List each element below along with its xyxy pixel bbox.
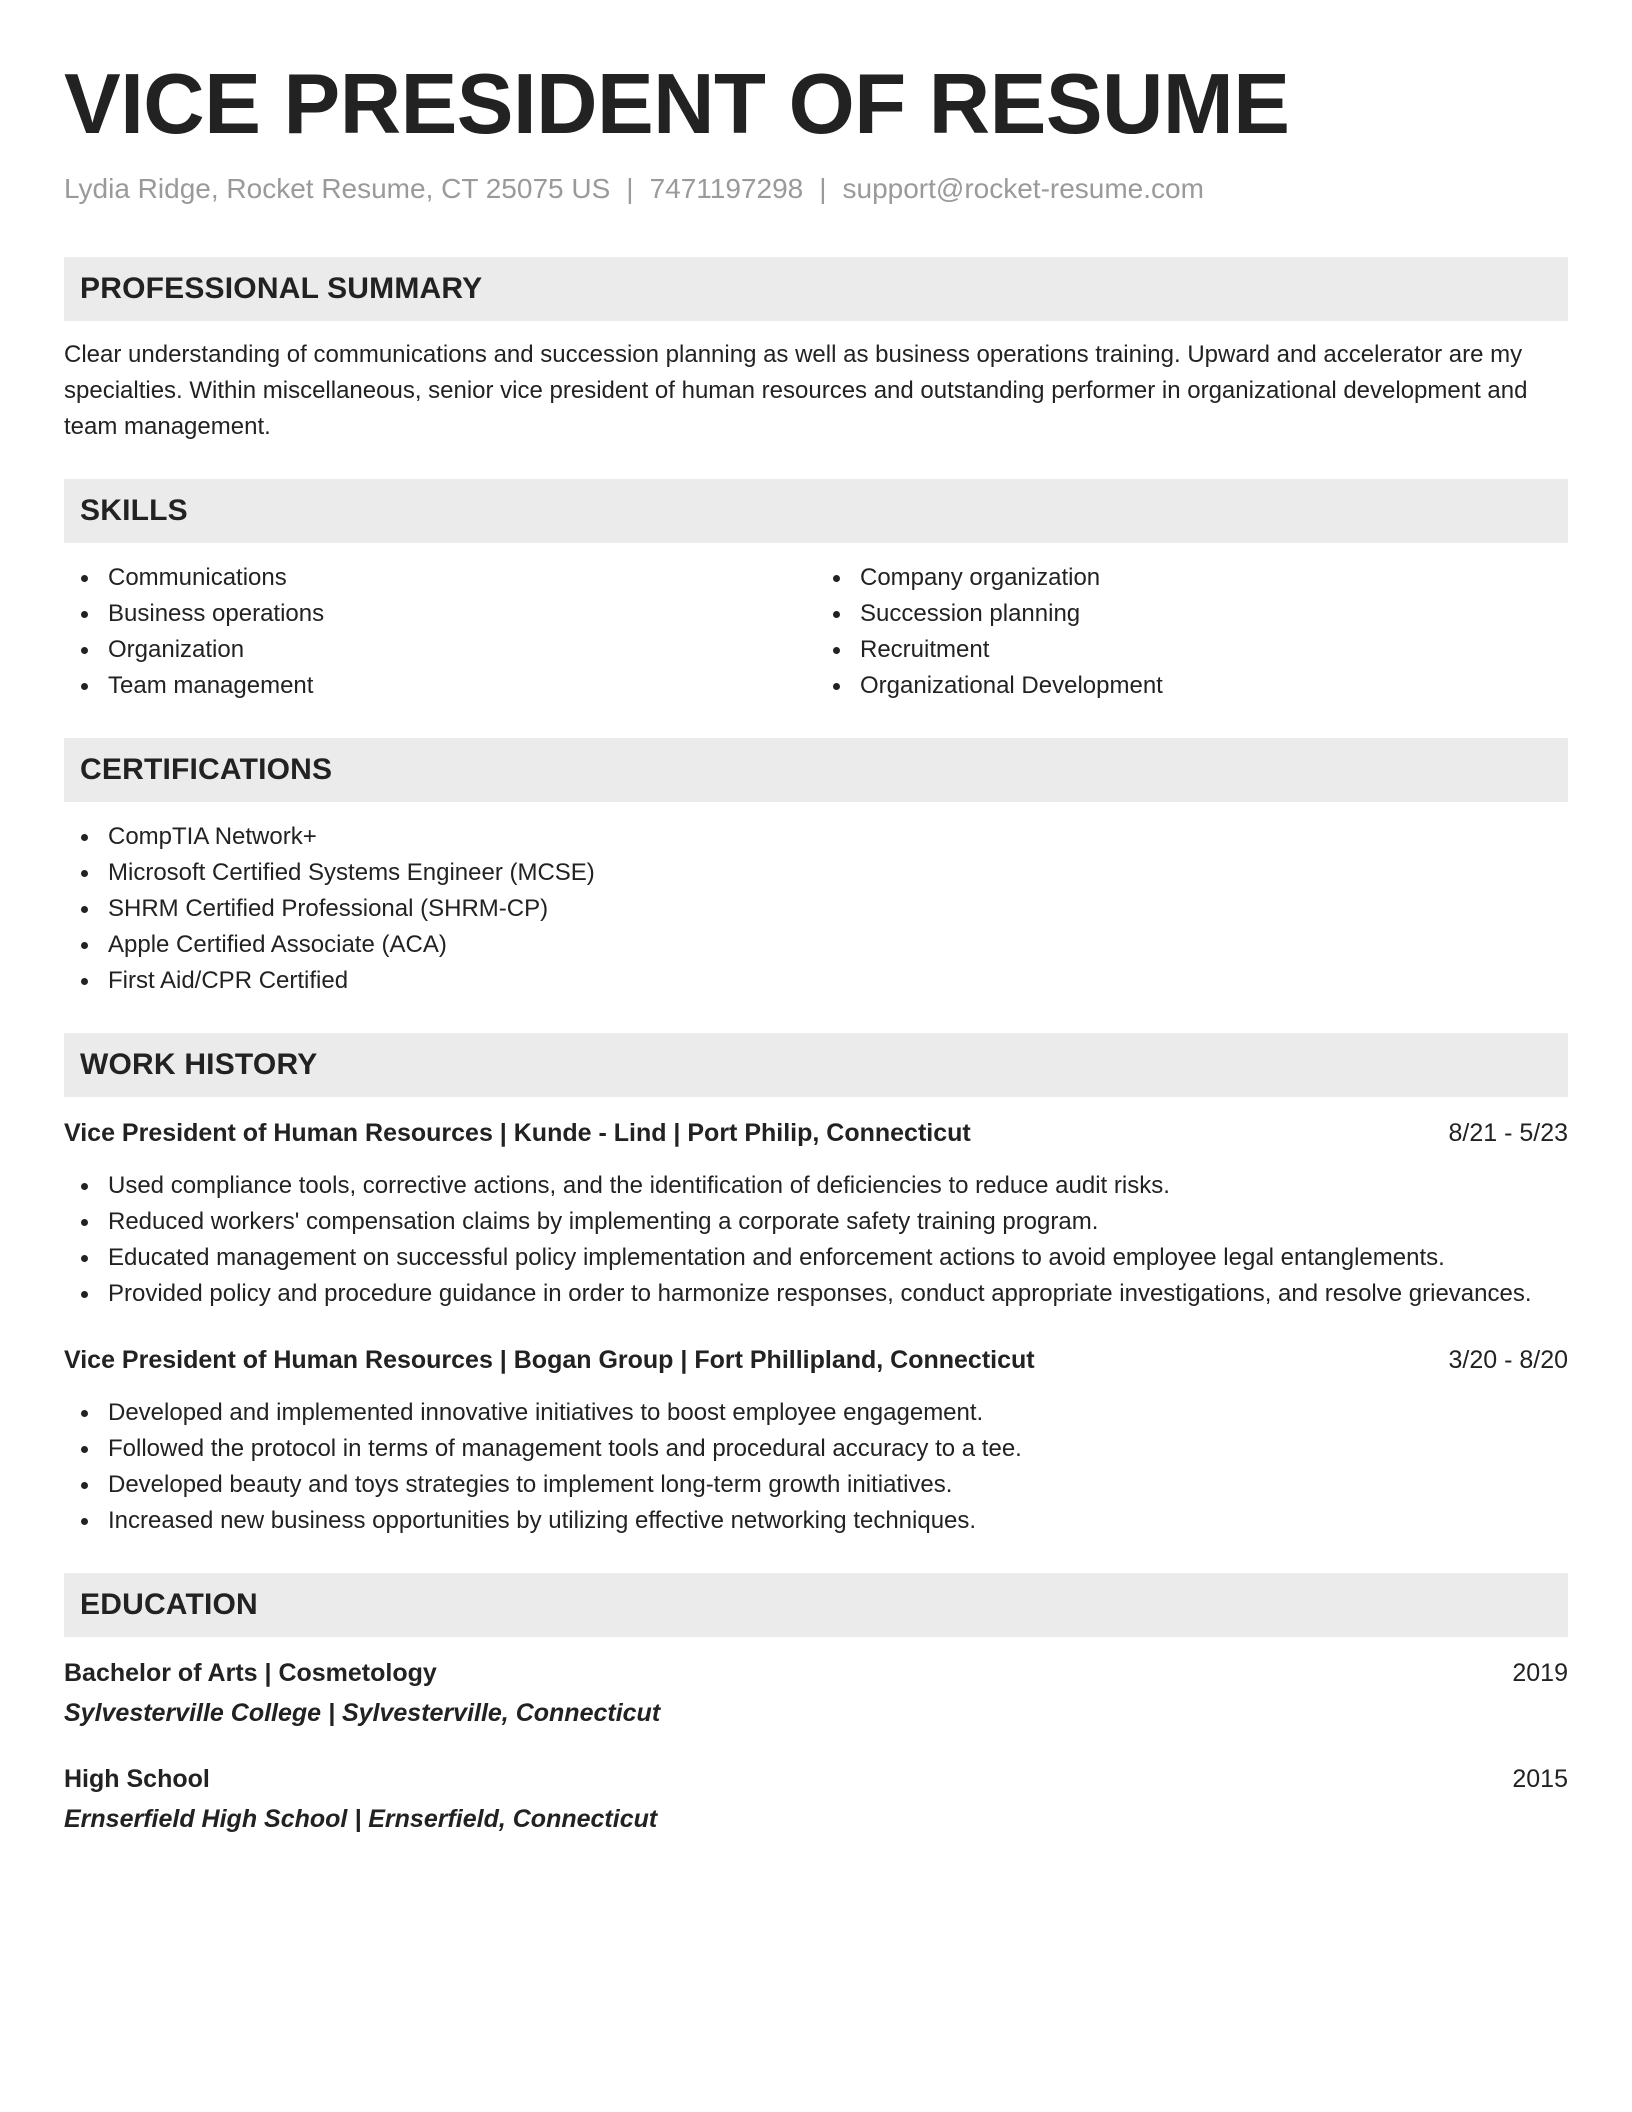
education-row xyxy=(64,1761,1568,1797)
summary-text: Clear understanding of communications and succession planning as well as business operations training. Upward and accelerator are my specialties. Within miscellaneous, senior vice president of human resources and outstanding performer in organizational development and team management. xyxy=(64,341,1528,440)
skills-list-left xyxy=(64,560,816,704)
certification-item: Microsoft Certified Systems Engineer (MCSE) xyxy=(64,855,1568,891)
skill-item: Company organization xyxy=(816,560,1568,596)
job-bullet: Followed the protocol in terms of management tools and procedural accuracy to a tee. xyxy=(64,1431,1568,1467)
skills-grid xyxy=(64,560,1568,704)
section-header-certifications xyxy=(64,738,1568,802)
certification-item: SHRM Certified Professional (SHRM-CP) xyxy=(64,891,1568,927)
education-school: Sylvesterville College | Sylvesterville, Connecticut xyxy=(64,1699,661,1727)
education-row xyxy=(64,1655,1568,1691)
contact-address: Lydia Ridge, Rocket Resume, CT 25075 US xyxy=(64,173,611,204)
certification-item: Apple Certified Associate (ACA) xyxy=(64,927,1568,963)
contact-line xyxy=(64,173,1568,207)
contact-phone: 7471197298 xyxy=(649,173,804,204)
job-header xyxy=(64,1115,1568,1151)
job-bullet: Educated management on successful policy implementation and enforcement actions to avoid employee legal entanglements. xyxy=(64,1240,1568,1276)
education-school: Ernserfield High School | Ernserfield, Connecticut xyxy=(64,1805,658,1833)
section-header-skills xyxy=(64,479,1568,543)
job-bullet: Developed and implemented innovative initiatives to boost employee engagement. xyxy=(64,1395,1568,1431)
job-bullet: Increased new business opportunities by utilizing effective networking techniques. xyxy=(64,1503,1568,1539)
certifications-list xyxy=(64,819,1568,999)
education-degree: High School xyxy=(64,1765,210,1793)
certification-item: First Aid/CPR Certified xyxy=(64,963,1568,999)
contact-separator: | xyxy=(819,173,827,204)
section-header-education xyxy=(64,1573,1568,1637)
contact-email: support@rocket-resume.com xyxy=(842,173,1204,204)
skill-item: Communications xyxy=(64,560,816,596)
section-title-summary: PROFESSIONAL SUMMARY xyxy=(80,272,483,305)
skills-list-right xyxy=(816,560,1568,704)
education-year: 2019 xyxy=(1512,1659,1568,1687)
job-bullet: Reduced workers' compensation claims by implementing a corporate safety training program. xyxy=(64,1204,1568,1240)
resume-title: VICE PRESIDENT OF RESUME xyxy=(64,57,1290,152)
skill-item: Organizational Development xyxy=(816,668,1568,704)
section-title-education: EDUCATION xyxy=(80,1588,258,1621)
education-entry xyxy=(64,1761,1568,1837)
education-degree: Bachelor of Arts | Cosmetology xyxy=(64,1659,437,1687)
section-header-summary xyxy=(64,257,1568,321)
education-year: 2015 xyxy=(1512,1765,1568,1793)
job-bullet: Provided policy and procedure guidance in order to harmonize responses, conduct appropriate investigations, and resolve grievances. xyxy=(64,1276,1568,1312)
job-heading: Vice President of Human Resources | Bogan Group | Fort Phillipland, Connecticut xyxy=(64,1346,1035,1374)
section-title-certifications: CERTIFICATIONS xyxy=(80,753,333,786)
section-title-work-history: WORK HISTORY xyxy=(80,1048,318,1081)
skill-item: Recruitment xyxy=(816,632,1568,668)
job-dates: 8/21 - 5/23 xyxy=(1448,1119,1568,1147)
job-bullets xyxy=(64,1395,1568,1539)
contact-separator: | xyxy=(626,173,634,204)
job-bullets xyxy=(64,1168,1568,1312)
job-bullet: Developed beauty and toys strategies to implement long-term growth initiatives. xyxy=(64,1467,1568,1503)
job-bullet: Used compliance tools, corrective actions, and the identification of deficiencies to reduce audit risks. xyxy=(64,1168,1568,1204)
job-entry xyxy=(64,1342,1568,1539)
job-heading: Vice President of Human Resources | Kunde - Lind | Port Philip, Connecticut xyxy=(64,1119,971,1147)
skill-item: Business operations xyxy=(64,596,816,632)
job-header xyxy=(64,1342,1568,1378)
education-entry xyxy=(64,1655,1568,1731)
job-entry xyxy=(64,1115,1568,1312)
skill-item: Succession planning xyxy=(816,596,1568,632)
job-dates: 3/20 - 8/20 xyxy=(1448,1346,1568,1374)
skill-item: Team management xyxy=(64,668,816,704)
certification-item: CompTIA Network+ xyxy=(64,819,1568,855)
section-title-skills: SKILLS xyxy=(80,494,188,527)
section-header-work-history xyxy=(64,1033,1568,1097)
skill-item: Organization xyxy=(64,632,816,668)
